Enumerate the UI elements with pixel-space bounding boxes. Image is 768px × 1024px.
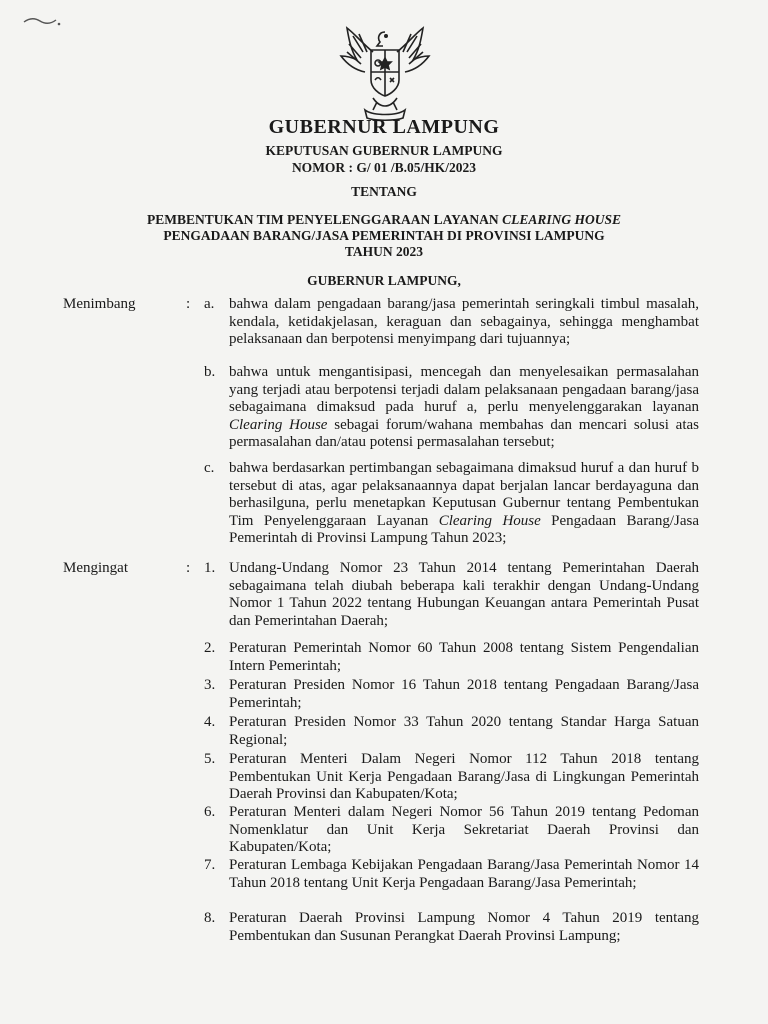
item-marker: 1. [204,560,216,576]
item-text: Peraturan Menteri dalam Negeri Nomor 56 Tahun 2019 tentang Pedoman Nomenklatur dan Unit Kerja Sekretariat Daerah Provinsi dan Kabupaten/Kota; [229,804,699,855]
scan-mark [22,14,62,28]
item-text: Peraturan Pemerintah Nomor 60 Tahun 2008 tentang Sistem Pengendalian Intern Pemerintah; [229,640,699,674]
item-marker: 7. [204,857,216,873]
subject-line2: PENGADAAN BARANG/JASA PEMERINTAH DI PROVINSI LAMPUNG [163,228,605,243]
item-text [229,364,699,452]
item-text: Peraturan Daerah Provinsi Lampung Nomor 4 Tahun 2019 tentang Pembentukan dan Susunan Perangkat Daerah Provinsi Lampung; [229,910,699,944]
item-text-emphasis: Clearing House [229,416,328,433]
letterhead [0,114,768,176]
decree-subject [0,212,768,260]
decree-title: KEPUTUSAN GUBERNUR LAMPUNG [265,143,503,158]
item-text: Peraturan Presiden Nomor 33 Tahun 2020 tentang Standar Harga Satuan Regional; [229,714,699,748]
item-marker: b. [204,364,216,380]
governor-heading: GUBERNUR LAMPUNG, [307,273,461,288]
item-marker: 3. [204,677,216,693]
tentang-heading: TENTANG [351,184,417,199]
item-text: Peraturan Presiden Nomor 16 Tahun 2018 tentang Pengadaan Barang/Jasa Pemerintah; [229,677,699,711]
item-text-part: bahwa berdasarkan pertimbangan sebagaimana dimaksud huruf a dan huruf b tersebut di atas, agar pelaksanaannya dapat berjalan lancar berdayaguna dan berhasilguna, perlu menetapkan Keputusan Gubernur tentang Pembentukan Tim Penyelenggaraan Layanan [229,460,699,529]
item-marker: 8. [204,910,216,926]
section-colon: : [186,560,191,576]
item-text-part: sebagai forum/wahana membahas dan mencari solusi atas permasalahan dan/atau potensi permasalahan tersebut; [229,416,699,450]
item-marker: 2. [204,640,216,656]
subject-line1: PEMBENTUKAN TIM PENYELENGGARAAN LAYANAN [147,212,503,227]
item-text: bahwa dalam pengadaan barang/jasa pemerintah seringkali timbul masalah, kendala, ketidakjelasan, keraguan dan sebagainya, sehingga menghambat pelaksanaan dan berpotensi menyimpang dari tujuannya; [229,296,699,347]
item-text-part: bahwa untuk mengantisipasi, mencegah dan menyelesaikan permasalahan yang terjadi atau berpotensi terjadi dalam pelaksanaan pengadaan barang/jasa sebagaimana dimaksud pada huruf a, perlu menyelenggarakan layanan [229,364,699,415]
section-colon: : [186,296,191,312]
section-label: Menimbang [63,296,136,312]
garuda-emblem-icon [333,22,437,122]
subject-clearing-house: CLEARING HOUSE [502,212,621,227]
item-marker: a. [204,296,215,312]
item-marker: 6. [204,804,216,820]
item-marker: 4. [204,714,216,730]
item-text [229,460,699,548]
item-text-emphasis: Clearing House [438,512,541,529]
item-marker: 5. [204,751,216,767]
item-marker: c. [204,460,215,476]
item-text: Peraturan Lembaga Kebijakan Pengadaan Barang/Jasa Pemerintah Nomor 14 Tahun 2018 tentang Unit Kerja Pengadaan Barang/Jasa Pemerintah; [229,857,699,891]
subject-line3: TAHUN 2023 [344,244,424,259]
item-text-part: Pengadaan Barang/Jasa Pemerintah di Provinsi Lampung Tahun 2023; [229,512,699,546]
section-label: Mengingat [63,560,128,576]
issuer-title: GUBERNUR LAMPUNG [268,116,500,138]
decree-number: NOMOR : G/ 01 /B.05/HK/2023 [291,160,477,175]
item-text: Undang-Undang Nomor 23 Tahun 2014 tentang Pemerintahan Daerah sebagaimana telah diubah beberapa kali terakhir dengan Undang-Undang Nomor 1 Tahun 2022 tentang Hubungan Keuangan antara Pemerintah Pusat dan Pemerintahan Daerah; [229,560,699,629]
item-text: Peraturan Menteri Dalam Negeri Nomor 112 Tahun 2018 tentang Pembentukan Unit Kerja Pengadaan Barang/Jasa di Lingkungan Pemerintah Daerah Provinsi dan Kabupaten/Kota; [229,751,699,802]
